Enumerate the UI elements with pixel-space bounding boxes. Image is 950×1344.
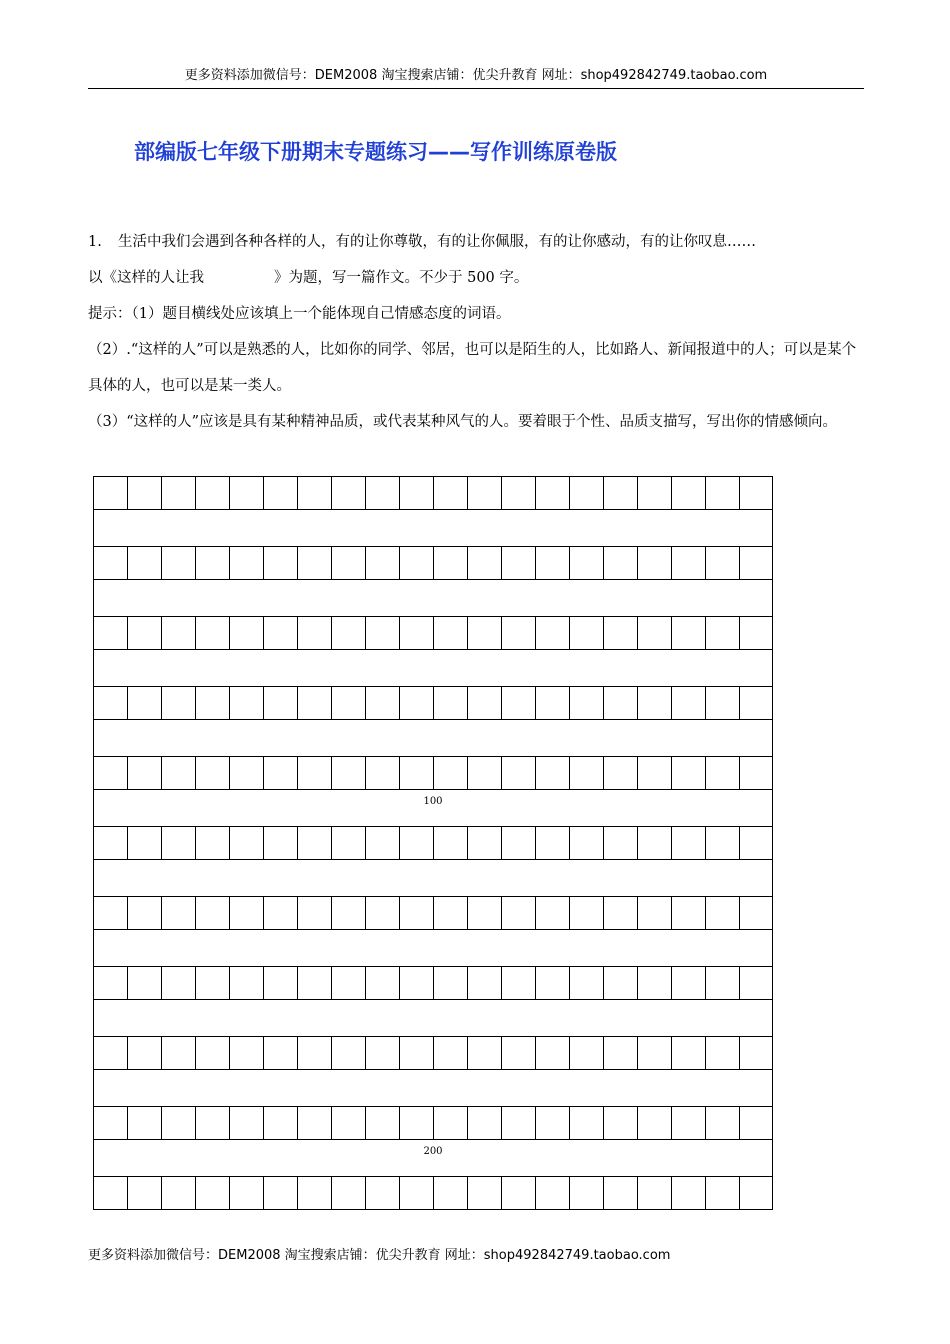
grid-cell[interactable]: [93, 476, 127, 510]
grid-cell[interactable]: [637, 896, 671, 930]
grid-cell[interactable]: [671, 1106, 705, 1140]
grid-cell[interactable]: [229, 756, 263, 790]
grid-cell[interactable]: [161, 896, 195, 930]
question-block: [88, 224, 863, 440]
grid-cell[interactable]: [93, 896, 127, 930]
grid-cell[interactable]: [535, 1176, 569, 1210]
grid-cell[interactable]: [127, 616, 161, 650]
word-count-marker: 200: [423, 1146, 443, 1157]
grid-cell[interactable]: [603, 966, 637, 1000]
grid-cell[interactable]: [467, 1176, 501, 1210]
tip-2: （2）.“这样的人”可以是熟悉的人，比如你的同学、邻居，也可以是陌生的人，比如路人、新闻报道中的人；可以是某个具体的人，也可以是某一类人。: [88, 342, 857, 394]
grid-cell[interactable]: [501, 966, 535, 1000]
grid-cell[interactable]: [93, 1036, 127, 1070]
grid-cell[interactable]: [127, 756, 161, 790]
grid-cell[interactable]: [399, 1036, 433, 1070]
grid-cell[interactable]: [195, 826, 229, 860]
grid-row: [93, 546, 773, 580]
grid-cell[interactable]: [433, 476, 467, 510]
grid-cell[interactable]: [467, 756, 501, 790]
grid-cell[interactable]: [569, 826, 603, 860]
grid-cell[interactable]: [195, 1036, 229, 1070]
grid-cell[interactable]: [569, 476, 603, 510]
grid-gap-row: [93, 1140, 773, 1176]
grid-row: [93, 966, 773, 1000]
grid-cell[interactable]: [229, 1036, 263, 1070]
grid-cell[interactable]: [161, 686, 195, 720]
grid-cell[interactable]: [671, 966, 705, 1000]
grid-cell[interactable]: [671, 476, 705, 510]
grid-cell[interactable]: [739, 686, 773, 720]
grid-cell[interactable]: [331, 896, 365, 930]
grid-cell[interactable]: [93, 616, 127, 650]
grid-cell[interactable]: [263, 1036, 297, 1070]
grid-cell[interactable]: [229, 1176, 263, 1210]
grid-cell[interactable]: [297, 1036, 331, 1070]
grid-cell[interactable]: [365, 756, 399, 790]
grid-cell[interactable]: [739, 546, 773, 580]
grid-cell[interactable]: [229, 896, 263, 930]
grid-cell[interactable]: [331, 756, 365, 790]
grid-cell[interactable]: [467, 686, 501, 720]
grid-cell[interactable]: [93, 1176, 127, 1210]
grid-cell[interactable]: [467, 616, 501, 650]
grid-cell[interactable]: [229, 826, 263, 860]
grid-cell[interactable]: [229, 966, 263, 1000]
grid-cell[interactable]: [399, 616, 433, 650]
grid-cell[interactable]: [331, 1106, 365, 1140]
grid-cell[interactable]: [603, 476, 637, 510]
grid-cell[interactable]: [603, 1036, 637, 1070]
grid-cell[interactable]: [93, 966, 127, 1000]
grid-cell[interactable]: [705, 686, 739, 720]
grid-cell[interactable]: [535, 1036, 569, 1070]
grid-cell[interactable]: [161, 476, 195, 510]
grid-gap-row: [93, 1070, 773, 1106]
grid-cell[interactable]: [297, 966, 331, 1000]
grid-cell[interactable]: [365, 616, 399, 650]
grid-cell[interactable]: [195, 476, 229, 510]
grid-cell[interactable]: [739, 1036, 773, 1070]
grid-cell[interactable]: [297, 826, 331, 860]
grid-cell[interactable]: [433, 756, 467, 790]
grid-cell[interactable]: [399, 1106, 433, 1140]
grid-cell[interactable]: [127, 1106, 161, 1140]
grid-row: [93, 1036, 773, 1070]
grid-cell[interactable]: [433, 546, 467, 580]
grid-cell[interactable]: [433, 686, 467, 720]
grid-cell[interactable]: [501, 1036, 535, 1070]
grid-cell[interactable]: [603, 546, 637, 580]
grid-row: [93, 756, 773, 790]
grid-cell[interactable]: [195, 546, 229, 580]
grid-cell[interactable]: [331, 966, 365, 1000]
grid-cell[interactable]: [501, 476, 535, 510]
grid-cell[interactable]: [195, 1106, 229, 1140]
grid-cell[interactable]: [127, 476, 161, 510]
grid-cell[interactable]: [399, 686, 433, 720]
tip-3: （3）“这样的人”应该是具有某种精神品质，或代表某种风气的人。要着眼于个性、品质支描写，写出你的情感倾向。: [88, 414, 838, 430]
grid-cell[interactable]: [705, 546, 739, 580]
grid-cell[interactable]: [331, 1176, 365, 1210]
grid-cell[interactable]: [501, 756, 535, 790]
grid-cell[interactable]: [569, 966, 603, 1000]
grid-cell[interactable]: [399, 896, 433, 930]
grid-cell[interactable]: [263, 826, 297, 860]
grid-cell[interactable]: [501, 826, 535, 860]
grid-cell[interactable]: [569, 616, 603, 650]
grid-row: [93, 826, 773, 860]
grid-cell[interactable]: [399, 966, 433, 1000]
grid-cell[interactable]: [603, 896, 637, 930]
grid-cell[interactable]: [161, 1036, 195, 1070]
grid-cell[interactable]: [739, 826, 773, 860]
grid-cell[interactable]: [433, 1036, 467, 1070]
writing-grid: [93, 476, 773, 1210]
grid-cell[interactable]: [365, 966, 399, 1000]
essay-title-suffix: 》为题，写一篇作文。不少于 500 字。: [274, 270, 529, 286]
grid-cell[interactable]: [433, 826, 467, 860]
grid-cell[interactable]: [433, 1106, 467, 1140]
grid-cell[interactable]: [297, 546, 331, 580]
grid-cell[interactable]: [637, 686, 671, 720]
grid-cell[interactable]: [671, 896, 705, 930]
question-line-1: [88, 224, 863, 260]
grid-cell[interactable]: [569, 1176, 603, 1210]
grid-cell[interactable]: [161, 756, 195, 790]
grid-cell[interactable]: [535, 826, 569, 860]
grid-cell[interactable]: [705, 1106, 739, 1140]
grid-cell[interactable]: [467, 826, 501, 860]
grid-cell[interactable]: [637, 826, 671, 860]
grid-cell[interactable]: [671, 686, 705, 720]
grid-cell[interactable]: [569, 546, 603, 580]
grid-cell[interactable]: [331, 1036, 365, 1070]
grid-cell[interactable]: [705, 616, 739, 650]
grid-cell[interactable]: [535, 756, 569, 790]
grid-cell[interactable]: [671, 826, 705, 860]
grid-cell[interactable]: [569, 1036, 603, 1070]
grid-cell[interactable]: [365, 686, 399, 720]
grid-cell[interactable]: [297, 756, 331, 790]
grid-cell[interactable]: [195, 966, 229, 1000]
grid-cell[interactable]: [467, 896, 501, 930]
grid-cell[interactable]: [263, 1106, 297, 1140]
grid-cell[interactable]: [637, 1106, 671, 1140]
grid-cell[interactable]: [535, 616, 569, 650]
grid-cell[interactable]: [535, 966, 569, 1000]
grid-cell[interactable]: [671, 616, 705, 650]
grid-cell[interactable]: [535, 1106, 569, 1140]
grid-cell[interactable]: [195, 616, 229, 650]
grid-cell[interactable]: [229, 1106, 263, 1140]
grid-cell[interactable]: [603, 686, 637, 720]
grid-cell[interactable]: [127, 546, 161, 580]
grid-cell[interactable]: [297, 1176, 331, 1210]
grid-gap-row: [93, 860, 773, 896]
grid-cell[interactable]: [93, 1106, 127, 1140]
question-line-2: [88, 260, 863, 296]
grid-cell[interactable]: [637, 546, 671, 580]
grid-cell[interactable]: [433, 966, 467, 1000]
grid-cell[interactable]: [93, 546, 127, 580]
grid-cell[interactable]: [399, 546, 433, 580]
grid-cell[interactable]: [263, 616, 297, 650]
grid-cell[interactable]: [399, 476, 433, 510]
page-footer: 更多资料添加微信号：DEM2008 淘宝搜索店铺：优尖升教育 网址：shop492842749.taobao.com: [88, 1248, 671, 1263]
grid-cell[interactable]: [569, 756, 603, 790]
grid-cell[interactable]: [705, 966, 739, 1000]
grid-cell[interactable]: [739, 896, 773, 930]
grid-cell[interactable]: [161, 1176, 195, 1210]
grid-row: [93, 686, 773, 720]
grid-cell[interactable]: [331, 476, 365, 510]
grid-cell[interactable]: [195, 1176, 229, 1210]
grid-gap-row: [93, 930, 773, 966]
grid-cell[interactable]: [501, 616, 535, 650]
grid-cell[interactable]: [603, 1176, 637, 1210]
grid-row: [93, 1106, 773, 1140]
grid-cell[interactable]: [739, 966, 773, 1000]
grid-cell[interactable]: [127, 686, 161, 720]
word-count-marker: 100: [423, 796, 443, 807]
grid-cell[interactable]: [263, 896, 297, 930]
grid-cell[interactable]: [399, 756, 433, 790]
grid-cell[interactable]: [331, 616, 365, 650]
grid-cell[interactable]: [263, 686, 297, 720]
grid-cell[interactable]: [501, 546, 535, 580]
grid-cell[interactable]: [603, 826, 637, 860]
grid-cell[interactable]: [433, 616, 467, 650]
grid-cell[interactable]: [365, 1036, 399, 1070]
grid-cell[interactable]: [297, 686, 331, 720]
grid-gap-row: [93, 1000, 773, 1036]
grid-cell[interactable]: [127, 966, 161, 1000]
grid-cell[interactable]: [535, 686, 569, 720]
grid-cell[interactable]: [739, 1176, 773, 1210]
grid-cell[interactable]: [637, 1176, 671, 1210]
grid-row: [93, 896, 773, 930]
grid-cell[interactable]: [637, 1036, 671, 1070]
grid-cell[interactable]: [229, 476, 263, 510]
grid-cell[interactable]: [195, 896, 229, 930]
grid-cell[interactable]: [501, 1106, 535, 1140]
grid-cell[interactable]: [297, 1106, 331, 1140]
grid-cell[interactable]: [263, 1176, 297, 1210]
grid-cell[interactable]: [365, 1176, 399, 1210]
document-title: 部编版七年级下册期末专题练习——写作训练原卷版: [134, 140, 617, 164]
question-number: 1.: [88, 234, 102, 250]
grid-cell[interactable]: [569, 1106, 603, 1140]
grid-cell[interactable]: [433, 1176, 467, 1210]
grid-cell[interactable]: [569, 896, 603, 930]
grid-cell[interactable]: [331, 546, 365, 580]
grid-cell[interactable]: [229, 686, 263, 720]
grid-cell[interactable]: [467, 1036, 501, 1070]
grid-cell[interactable]: [161, 616, 195, 650]
grid-cell[interactable]: [297, 616, 331, 650]
grid-cell[interactable]: [297, 896, 331, 930]
grid-cell[interactable]: [705, 896, 739, 930]
grid-cell[interactable]: [399, 826, 433, 860]
grid-cell[interactable]: [705, 826, 739, 860]
grid-cell[interactable]: [603, 616, 637, 650]
grid-cell[interactable]: [127, 1036, 161, 1070]
grid-cell[interactable]: [535, 476, 569, 510]
grid-cell[interactable]: [671, 1176, 705, 1210]
grid-cell[interactable]: [195, 756, 229, 790]
grid-cell[interactable]: [93, 686, 127, 720]
grid-cell[interactable]: [739, 756, 773, 790]
grid-cell[interactable]: [263, 476, 297, 510]
grid-cell[interactable]: [93, 756, 127, 790]
grid-cell[interactable]: [705, 1036, 739, 1070]
grid-cell[interactable]: [637, 476, 671, 510]
grid-cell[interactable]: [569, 686, 603, 720]
grid-cell[interactable]: [93, 826, 127, 860]
grid-cell[interactable]: [161, 1106, 195, 1140]
grid-cell[interactable]: [705, 756, 739, 790]
page-header: 更多资料添加微信号：DEM2008 淘宝搜索店铺：优尖升教育 网址：shop492842749.taobao.com: [184, 68, 768, 83]
grid-cell[interactable]: [671, 1036, 705, 1070]
grid-gap-row: [93, 510, 773, 546]
grid-cell[interactable]: [739, 1106, 773, 1140]
grid-gap-row: [93, 790, 773, 826]
tip-1: 提示：（1）题目横线处应该填上一个能体现自己情感态度的词语。: [88, 306, 511, 322]
grid-cell[interactable]: [433, 896, 467, 930]
grid-cell[interactable]: [127, 896, 161, 930]
grid-cell[interactable]: [501, 1176, 535, 1210]
grid-cell[interactable]: [263, 756, 297, 790]
essay-title-prefix: 以《这样的人让我: [88, 270, 204, 286]
grid-cell[interactable]: [467, 476, 501, 510]
grid-cell[interactable]: [365, 1106, 399, 1140]
grid-cell[interactable]: [535, 896, 569, 930]
grid-gap-row: [93, 650, 773, 686]
grid-cell[interactable]: [331, 686, 365, 720]
grid-cell[interactable]: [365, 896, 399, 930]
grid-cell[interactable]: [467, 1106, 501, 1140]
grid-cell[interactable]: [705, 476, 739, 510]
grid-cell[interactable]: [535, 546, 569, 580]
grid-cell[interactable]: [705, 1176, 739, 1210]
grid-cell[interactable]: [671, 756, 705, 790]
grid-cell[interactable]: [161, 546, 195, 580]
grid-cell[interactable]: [467, 966, 501, 1000]
grid-cell[interactable]: [637, 616, 671, 650]
grid-cell[interactable]: [229, 616, 263, 650]
grid-cell[interactable]: [161, 966, 195, 1000]
grid-cell[interactable]: [365, 546, 399, 580]
grid-row: [93, 476, 773, 510]
grid-cell[interactable]: [331, 826, 365, 860]
grid-gap-row: [93, 580, 773, 616]
grid-cell[interactable]: [399, 1176, 433, 1210]
grid-cell[interactable]: [467, 546, 501, 580]
grid-cell[interactable]: [603, 1106, 637, 1140]
grid-cell[interactable]: [365, 826, 399, 860]
grid-cell[interactable]: [161, 826, 195, 860]
grid-cell[interactable]: [365, 476, 399, 510]
grid-cell[interactable]: [501, 686, 535, 720]
grid-gap-row: [93, 720, 773, 756]
grid-cell[interactable]: [229, 546, 263, 580]
grid-cell[interactable]: [637, 756, 671, 790]
header-divider: [88, 88, 864, 89]
grid-cell[interactable]: [603, 756, 637, 790]
grid-cell[interactable]: [263, 546, 297, 580]
grid-row: [93, 616, 773, 650]
grid-cell[interactable]: [739, 476, 773, 510]
question-prompt: 生活中我们会遇到各种各样的人，有的让你尊敬，有的让你佩服，有的让你感动，有的让你叹息……: [118, 234, 756, 250]
grid-cell[interactable]: [501, 896, 535, 930]
grid-cell[interactable]: [263, 966, 297, 1000]
grid-cell[interactable]: [297, 476, 331, 510]
grid-cell[interactable]: [671, 546, 705, 580]
grid-cell[interactable]: [637, 966, 671, 1000]
grid-cell[interactable]: [127, 1176, 161, 1210]
grid-cell[interactable]: [195, 686, 229, 720]
grid-row: [93, 1176, 773, 1210]
grid-cell[interactable]: [127, 826, 161, 860]
grid-cell[interactable]: [739, 616, 773, 650]
